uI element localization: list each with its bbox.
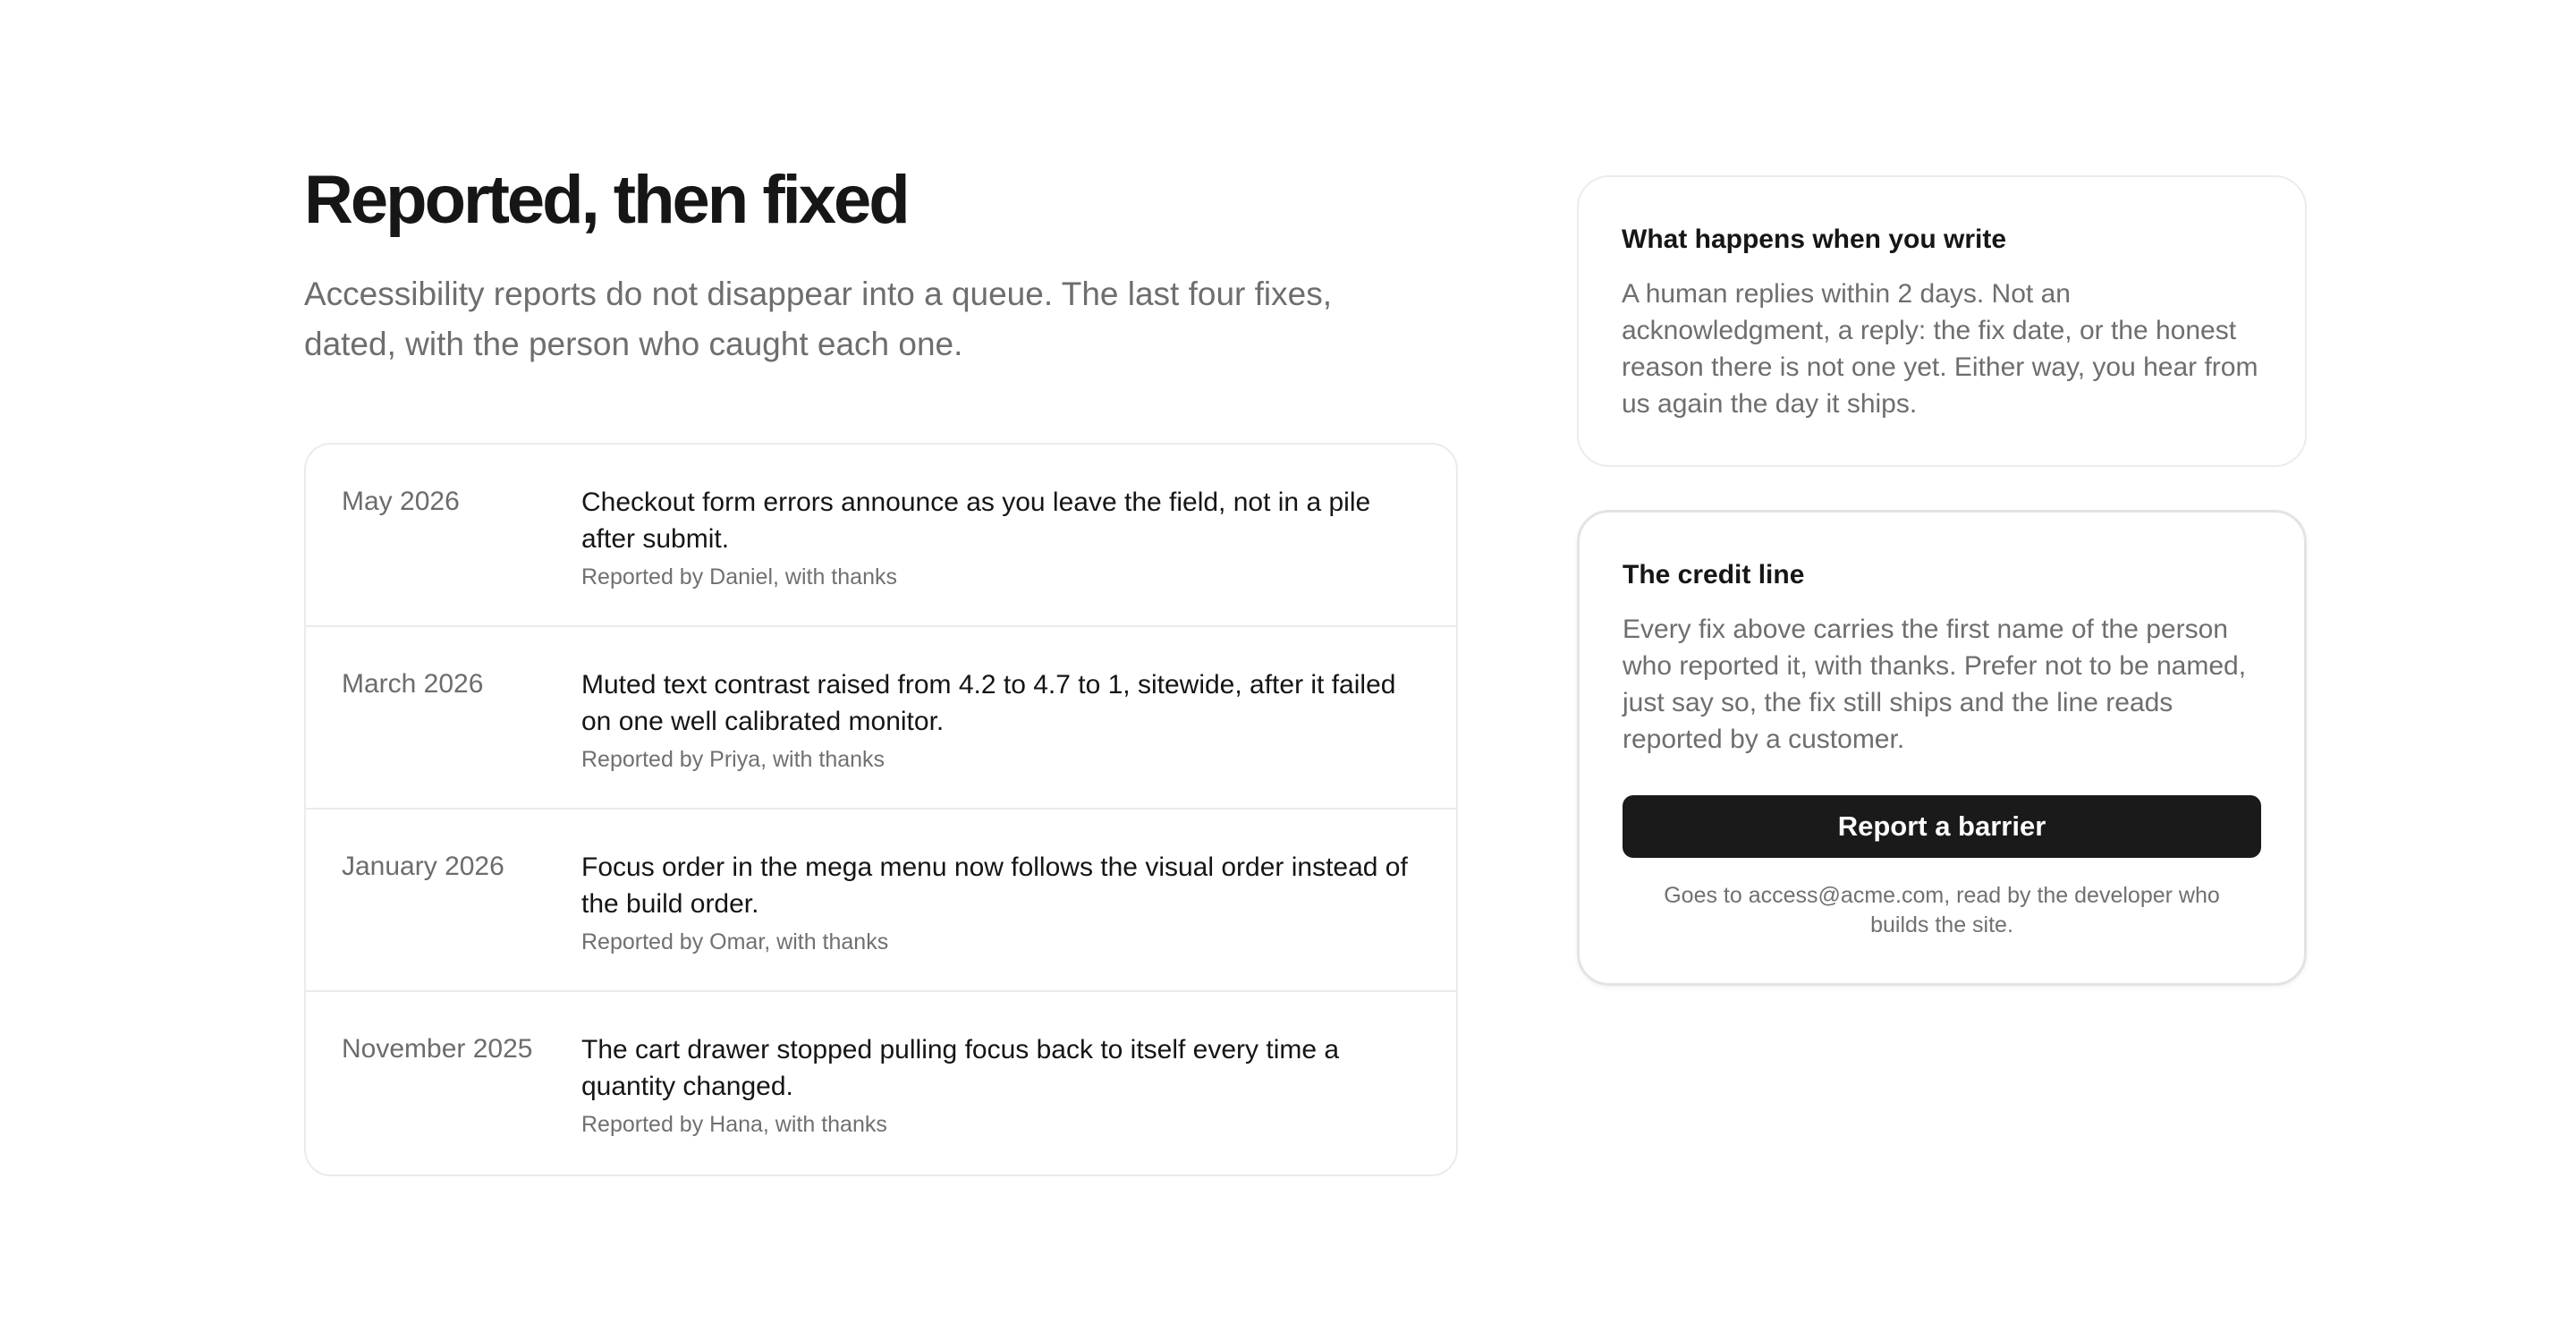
sidebar <box>1577 175 2307 986</box>
fix-date: May 2026 <box>342 487 460 517</box>
fix-credit: Reported by Priya, with thanks <box>581 747 886 773</box>
write-info-card <box>1577 175 2307 467</box>
fix-description: Checkout form errors announce as you leave the field, not in a pile after submit. <box>581 488 1371 555</box>
page-subtitle: Accessibility reports do not disappear into a queue. The last four fixes, dated, with the person who caught each one. <box>304 276 1333 363</box>
credit-line-card <box>1577 510 2307 986</box>
fix-date: November 2025 <box>342 1034 533 1064</box>
credit-card-text: Every fix above carries the first name of the person who reported it, with thanks. Prefer not to be named, just say so, the fix still ships and the line reads reported by a customer. <box>1623 615 2247 754</box>
fix-description: Muted text contrast raised from 4.2 to 4.7 to 1, sitewide, after it failed on one well calibrated monitor. <box>581 670 1396 737</box>
fix-row <box>306 810 1456 992</box>
fix-list <box>304 443 1458 1176</box>
fix-row <box>306 627 1456 810</box>
fix-credit: Reported by Hana, with thanks <box>581 1112 887 1138</box>
page-title: Reported, then fixed <box>304 162 908 238</box>
fix-row <box>306 445 1456 627</box>
fix-body <box>581 1031 1420 1175</box>
fix-body <box>581 484 1420 625</box>
credit-card-title: The credit line <box>1623 560 1805 589</box>
fix-row <box>306 992 1456 1175</box>
fix-date: January 2026 <box>342 852 504 882</box>
fix-description: Focus order in the mega menu now follows the visual order instead of the build order. <box>581 852 1408 920</box>
report-email-note: Goes to access@acme.com, read by the developer who builds the site. <box>1664 883 2220 937</box>
report-barrier-button[interactable]: Report a barrier <box>1623 795 2261 858</box>
fix-credit: Reported by Omar, with thanks <box>581 929 889 955</box>
write-card-text: A human replies within 2 days. Not an acknowledgment, a reply: the fix date, or the honest reason there is not one yet. Either way, you hear from us again the day it ships. <box>1622 279 2258 419</box>
fix-date: March 2026 <box>342 669 484 700</box>
write-card-title: What happens when you write <box>1622 225 2007 254</box>
fix-description: The cart drawer stopped pulling focus back to itself every time a quantity changed. <box>581 1035 1340 1102</box>
fixes-section <box>304 161 1458 1176</box>
fix-body <box>581 849 1420 990</box>
fix-body <box>581 666 1420 808</box>
fix-credit: Reported by Daniel, with thanks <box>581 564 897 590</box>
